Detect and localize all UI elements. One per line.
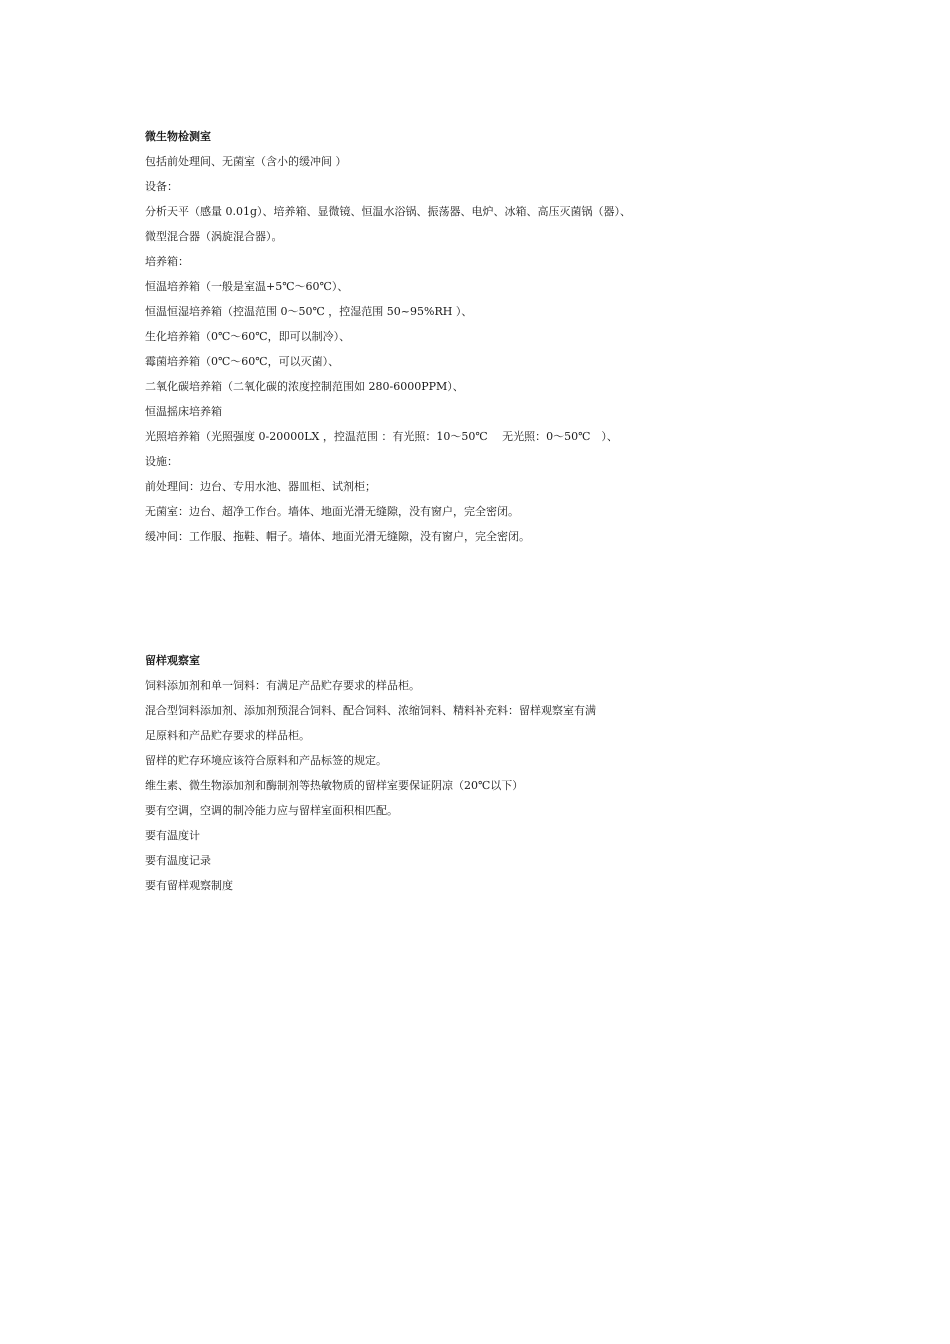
- paragraph-line: 设施：: [145, 455, 178, 468]
- paragraph-line: 要有温度计: [145, 829, 200, 842]
- paragraph-line: 要有空调，空调的制冷能力应与留样室面积相匹配。: [145, 804, 398, 817]
- paragraph-line: 缓冲间：工作服、拖鞋、帽子。墙体、地面光滑无缝隙，没有窗户，完全密闭。: [145, 530, 530, 543]
- paragraph-line: 光照培养箱（光照强度 0-20000LX ，控温范围 ：有光照：10～50℃ 无光照：0～50℃ ）、: [145, 430, 618, 443]
- paragraph-line: 恒温摇床培养箱: [145, 405, 222, 418]
- paragraph-line: 无菌室：边台、超净工作台。墙体、地面光滑无缝隙，没有窗户，完全密闭。: [145, 505, 519, 518]
- section-microbiology-lab: [145, 124, 825, 549]
- paragraph-line: 分析天平（感量 0.01g）、培养箱、显微镜、恒温水浴锅、振荡器、电炉、冰箱、高压灭菌锅（器）、: [145, 205, 632, 218]
- paragraph-line: 要有温度记录: [145, 854, 211, 867]
- paragraph-line: 二氧化碳培养箱（二氧化碳的浓度控制范围如 280-6000PPM）、: [145, 380, 464, 393]
- paragraph-line: 维生素、微生物添加剂和酶制剂等热敏物质的留样室要保证阴凉（20℃以下）: [145, 779, 524, 792]
- section-sample-retention-room: [145, 648, 825, 898]
- paragraph-line: 混合型饲料添加剂、添加剂预混合饲料、配合饲料、浓缩饲料、精料补充料：留样观察室有满: [145, 704, 596, 717]
- paragraph-line: 饲料添加剂和单一饲料：有满足产品贮存要求的样品柜。: [145, 679, 420, 692]
- paragraph-line: 霉菌培养箱（0℃～60℃，可以灭菌）、: [145, 355, 340, 368]
- paragraph-line: 留样的贮存环境应该符合原料和产品标签的规定。: [145, 754, 387, 767]
- paragraph-line: 生化培养箱（0℃～60℃，即可以制冷）、: [145, 330, 351, 343]
- paragraph-line: 包括前处理间、无菌室（含小的缓冲间 ）: [145, 155, 347, 168]
- paragraph-line: 设备：: [145, 180, 178, 193]
- paragraph-line: 恒温恒湿培养箱（控温范围 0～50℃ ，控湿范围 50~95%RH ）、: [145, 305, 473, 318]
- paragraph-line: 要有留样观察制度: [145, 879, 233, 892]
- paragraph-line: 微型混合器（涡旋混合器）。: [145, 230, 283, 243]
- section-title: 留样观察室: [145, 654, 200, 667]
- paragraph-line: 恒温培养箱（一般是室温+5℃～60℃）、: [145, 280, 349, 293]
- paragraph-line: 培养箱：: [145, 255, 189, 268]
- section-title: 微生物检测室: [145, 130, 211, 143]
- paragraph-line: 足原料和产品贮存要求的样品柜。: [145, 729, 310, 742]
- paragraph-line: 前处理间：边台、专用水池、器皿柜、试剂柜；: [145, 480, 376, 493]
